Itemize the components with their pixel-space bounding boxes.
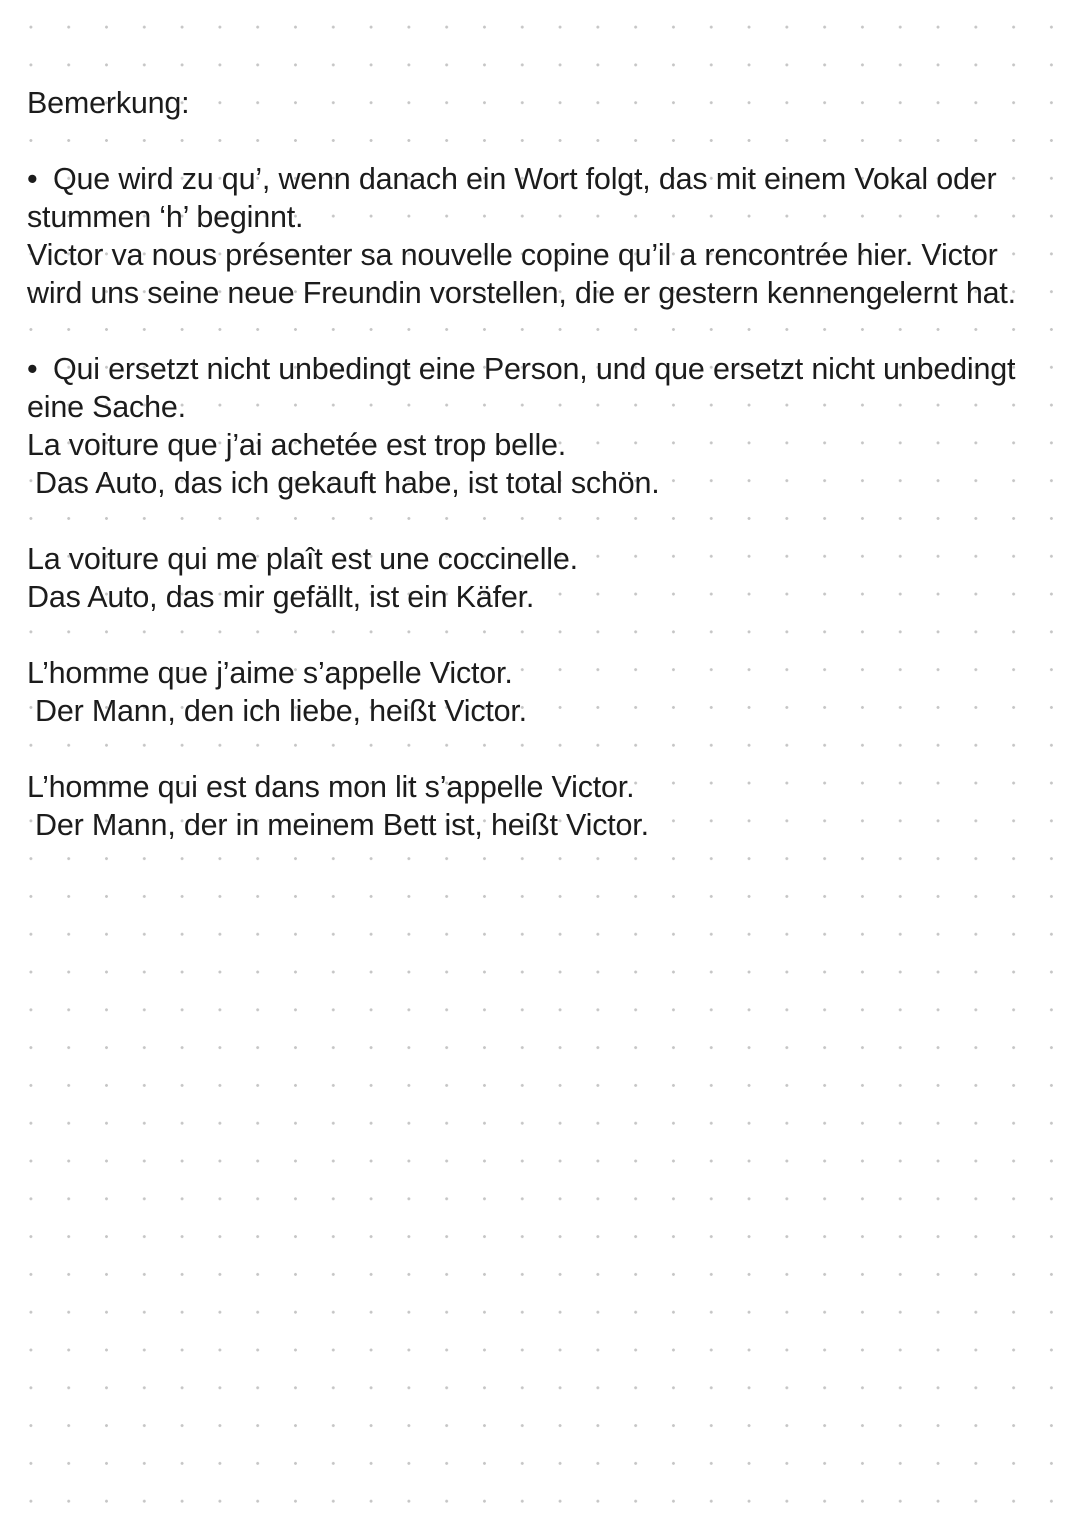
rule-1-line-2: stummen ‘h’ beginnt. — [27, 200, 304, 234]
spacer — [27, 312, 1072, 350]
example-3-fr: L’homme que j’aime s’appelle Victor. — [27, 656, 513, 690]
rule-2-line-2: eine Sache. — [27, 390, 186, 424]
rule-2-line-1 — [27, 350, 1072, 388]
bullet-icon: • — [27, 352, 38, 386]
example-4-de: Der Mann, der in meinem Bett ist, heißt Victor. — [35, 808, 649, 842]
rule-2-text: Qui ersetzt nicht unbedingt eine Person, und que ersetzt nicht unbedingt — [53, 352, 1016, 386]
rule-1-example-de: wird uns seine neue Freundin vorstellen, die er gestern kennengelernt hat. — [27, 276, 1016, 310]
spacer — [27, 616, 1072, 654]
example-2-de: Das Auto, das mir gefällt, ist ein Käfer. — [27, 580, 535, 614]
example-1-de: Das Auto, das ich gekauft habe, ist total schön. — [35, 466, 660, 500]
example-4-fr: L’homme qui est dans mon lit s’appelle Victor. — [27, 770, 635, 804]
bullet-icon: • — [27, 162, 38, 196]
example-3-de: Der Mann, den ich liebe, heißt Victor. — [35, 694, 527, 728]
rule-1-example-fr: Victor va nous présenter sa nouvelle copine qu’il a rencontrée hier. Victor — [27, 238, 998, 272]
note-content — [27, 84, 1072, 844]
spacer — [27, 122, 1072, 160]
note-heading: Bemerkung: — [27, 86, 190, 120]
spacer — [27, 502, 1072, 540]
spacer — [27, 730, 1072, 768]
example-1-fr: La voiture que j’ai achetée est trop belle. — [27, 428, 567, 462]
rule-1-line-1 — [27, 160, 1072, 198]
rule-1-text: Que wird zu qu’, wenn danach ein Wort folgt, das mit einem Vokal oder — [53, 162, 997, 196]
example-2-fr: La voiture qui me plaît est une coccinelle. — [27, 542, 578, 576]
